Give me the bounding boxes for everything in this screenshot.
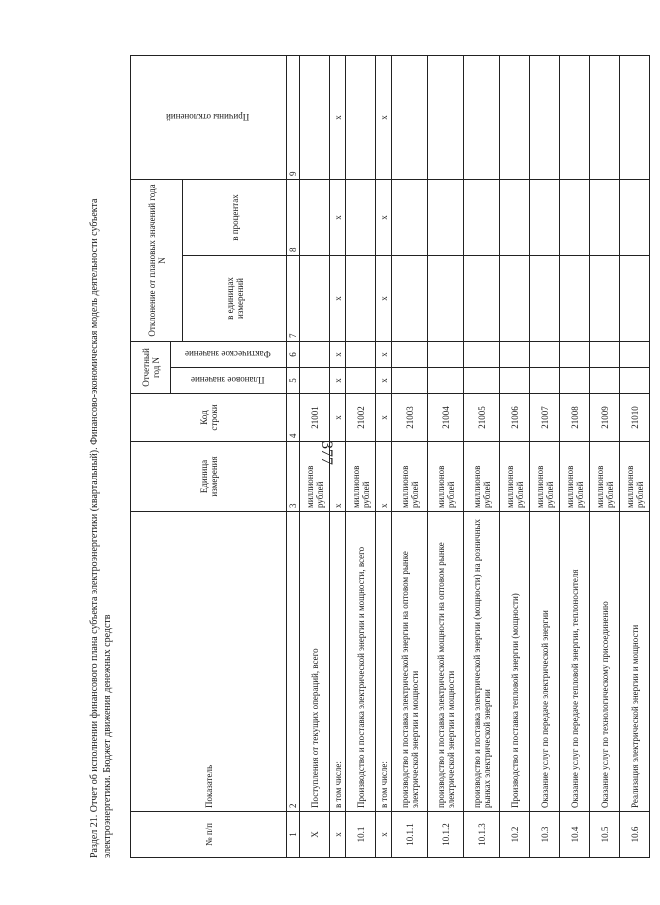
row-unit: миллионов рублей <box>300 442 330 512</box>
row-reasons <box>620 55 650 179</box>
row-dev-percent <box>346 179 376 255</box>
row-dev-units <box>392 255 428 341</box>
row-dev-percent <box>428 179 464 255</box>
row-num: 10.6 <box>620 812 650 858</box>
col-number: 9 <box>287 55 300 179</box>
table-row <box>392 55 428 857</box>
row-code: 21007 <box>530 394 560 442</box>
row-reasons: х <box>330 55 346 179</box>
row-dev-units <box>500 255 530 341</box>
row-unit: миллионов рублей <box>346 442 376 512</box>
row-dev-units <box>530 255 560 341</box>
row-unit: миллионов рублей <box>620 442 650 512</box>
row-actual <box>560 341 590 367</box>
row-dev-units: х <box>376 255 392 341</box>
row-reasons <box>346 55 376 179</box>
row-actual <box>464 341 500 367</box>
header-dev-percent: в процентах <box>183 179 287 255</box>
header-unit: Единица измерения <box>131 442 287 512</box>
table-row <box>530 55 560 857</box>
row-dev-percent: х <box>376 179 392 255</box>
table-row <box>620 55 650 857</box>
row-actual <box>530 341 560 367</box>
caption-line-1: Раздел 21. Отчет об исполнении финансового плана субъекта электроэнергетики (квартальный). Финансово-экономическая модель деятельности субъекта <box>89 198 100 858</box>
row-code: х <box>376 394 392 442</box>
column-number-row <box>287 55 300 857</box>
row-name: Оказание услуг по передаче тепловой энергии, теплоносителя <box>560 512 590 812</box>
col-number: 6 <box>287 341 300 367</box>
row-code: 21009 <box>590 394 620 442</box>
row-code: 21006 <box>500 394 530 442</box>
row-planned <box>392 368 428 394</box>
row-reasons <box>300 55 330 179</box>
row-unit: миллионов рублей <box>560 442 590 512</box>
row-dev-units <box>300 255 330 341</box>
row-planned <box>500 368 530 394</box>
row-dev-units <box>464 255 500 341</box>
row-actual <box>590 341 620 367</box>
rotated-report-page <box>88 44 660 858</box>
row-unit: миллионов рублей <box>530 442 560 512</box>
row-dev-units <box>346 255 376 341</box>
header-deviation: Отклонение от плановых значений года N <box>131 179 183 341</box>
row-num: 10.1 <box>346 812 376 858</box>
header-actual <box>171 341 287 367</box>
header-planned-text: Плановое значение <box>190 375 265 386</box>
row-reasons <box>530 55 560 179</box>
row-name: в том числе: <box>376 512 392 812</box>
row-unit: х <box>330 442 346 512</box>
table-row <box>464 55 500 857</box>
table-row <box>346 55 376 857</box>
row-reasons <box>428 55 464 179</box>
row-name: Реализация электрической энергии и мощности <box>620 512 650 812</box>
table-row <box>300 55 330 857</box>
row-planned <box>560 368 590 394</box>
row-actual: х <box>330 341 346 367</box>
row-dev-percent <box>392 179 428 255</box>
row-name: Оказание услуг по технологическому присоединению <box>590 512 620 812</box>
section-caption <box>88 98 114 858</box>
row-num: 10.1.1 <box>392 812 428 858</box>
row-code: 21010 <box>620 394 650 442</box>
row-num: 10.3 <box>530 812 560 858</box>
row-actual: х <box>376 341 392 367</box>
col-number: 4 <box>287 394 300 442</box>
row-actual <box>620 341 650 367</box>
row-dev-percent <box>300 179 330 255</box>
row-reasons <box>392 55 428 179</box>
row-dev-percent <box>464 179 500 255</box>
row-dev-percent <box>560 179 590 255</box>
row-num: Х <box>300 812 330 858</box>
row-dev-units <box>590 255 620 341</box>
table-row <box>330 55 346 857</box>
row-actual <box>300 341 330 367</box>
table-row <box>590 55 620 857</box>
header-actual-text: Фактическое значение <box>184 349 271 360</box>
row-code: 21005 <box>464 394 500 442</box>
row-num: 10.1.3 <box>464 812 500 858</box>
col-number: 1 <box>287 812 300 858</box>
header-reasons <box>131 55 287 179</box>
cash-flow-report-table <box>130 55 650 858</box>
col-number: 2 <box>287 512 300 812</box>
row-planned <box>620 368 650 394</box>
row-num: 10.2 <box>500 812 530 858</box>
row-reasons <box>500 55 530 179</box>
row-unit: х <box>376 442 392 512</box>
row-code: 21008 <box>560 394 590 442</box>
row-reasons <box>590 55 620 179</box>
row-dev-percent: х <box>330 179 346 255</box>
table-row <box>560 55 590 857</box>
header-dev-units: в единицах измерений <box>183 255 287 341</box>
row-reasons: х <box>376 55 392 179</box>
header-indicator: Показатель <box>131 512 287 812</box>
col-number: 7 <box>287 255 300 341</box>
header-planned <box>171 368 287 394</box>
row-code: х <box>330 394 346 442</box>
row-unit: миллионов рублей <box>500 442 530 512</box>
table-row <box>500 55 530 857</box>
row-code: 21002 <box>346 394 376 442</box>
col-number: 5 <box>287 368 300 394</box>
row-name: производство и поставка электрической мощности на оптовом рынке электрической энергии и мощности <box>428 512 464 812</box>
row-dev-percent <box>530 179 560 255</box>
row-name: производство и поставка электрической энергии (мощности) на розничных рынках электрической энергии <box>464 512 500 812</box>
row-dev-units <box>620 255 650 341</box>
row-unit: миллионов рублей <box>590 442 620 512</box>
row-unit: миллионов рублей <box>464 442 500 512</box>
col-number: 8 <box>287 179 300 255</box>
row-name: Производство и поставка тепловой энергии (мощности) <box>500 512 530 812</box>
row-unit: миллионов рублей <box>428 442 464 512</box>
row-dev-units <box>428 255 464 341</box>
row-planned <box>428 368 464 394</box>
row-name: Производство и поставка электрической энергии и мощности, всего <box>346 512 376 812</box>
col-number: 3 <box>287 442 300 512</box>
row-reasons <box>464 55 500 179</box>
row-planned <box>300 368 330 394</box>
row-code: 21003 <box>392 394 428 442</box>
row-planned <box>590 368 620 394</box>
row-dev-units <box>560 255 590 341</box>
caption-line-2: электроэнергетики. Бюджет движения денежных средств <box>102 614 113 858</box>
row-actual <box>346 341 376 367</box>
row-dev-units: х <box>330 255 346 341</box>
row-planned <box>530 368 560 394</box>
row-actual <box>428 341 464 367</box>
row-name: производство и поставка электрической энергии на оптовом рынке электрической энергии и мощности <box>392 512 428 812</box>
row-actual <box>392 341 428 367</box>
row-num: 10.5 <box>590 812 620 858</box>
row-num: х <box>376 812 392 858</box>
row-dev-percent <box>500 179 530 255</box>
row-num: 10.1.2 <box>428 812 464 858</box>
row-unit: миллионов рублей <box>392 442 428 512</box>
row-code: 21004 <box>428 394 464 442</box>
header-reporting-year: Отчетный год N <box>131 341 171 393</box>
row-name: Поступления от текущих операций, всего <box>300 512 330 812</box>
row-name: в том числе: <box>330 512 346 812</box>
row-dev-percent <box>620 179 650 255</box>
header-code: Код строки <box>131 394 287 442</box>
page-number: 377 <box>318 441 335 465</box>
row-planned: х <box>330 368 346 394</box>
table-row <box>376 55 392 857</box>
row-dev-percent <box>590 179 620 255</box>
header-num: № п/п <box>131 812 287 858</box>
row-reasons <box>560 55 590 179</box>
row-actual <box>500 341 530 367</box>
row-planned <box>346 368 376 394</box>
row-num: 10.4 <box>560 812 590 858</box>
row-num: х <box>330 812 346 858</box>
table-row <box>428 55 464 857</box>
row-planned <box>464 368 500 394</box>
row-code: 21001 <box>300 394 330 442</box>
row-name: Оказание услуг по передаче электрической энергии <box>530 512 560 812</box>
row-planned: х <box>376 368 392 394</box>
header-reasons-text: Причины отклонений <box>165 112 250 123</box>
